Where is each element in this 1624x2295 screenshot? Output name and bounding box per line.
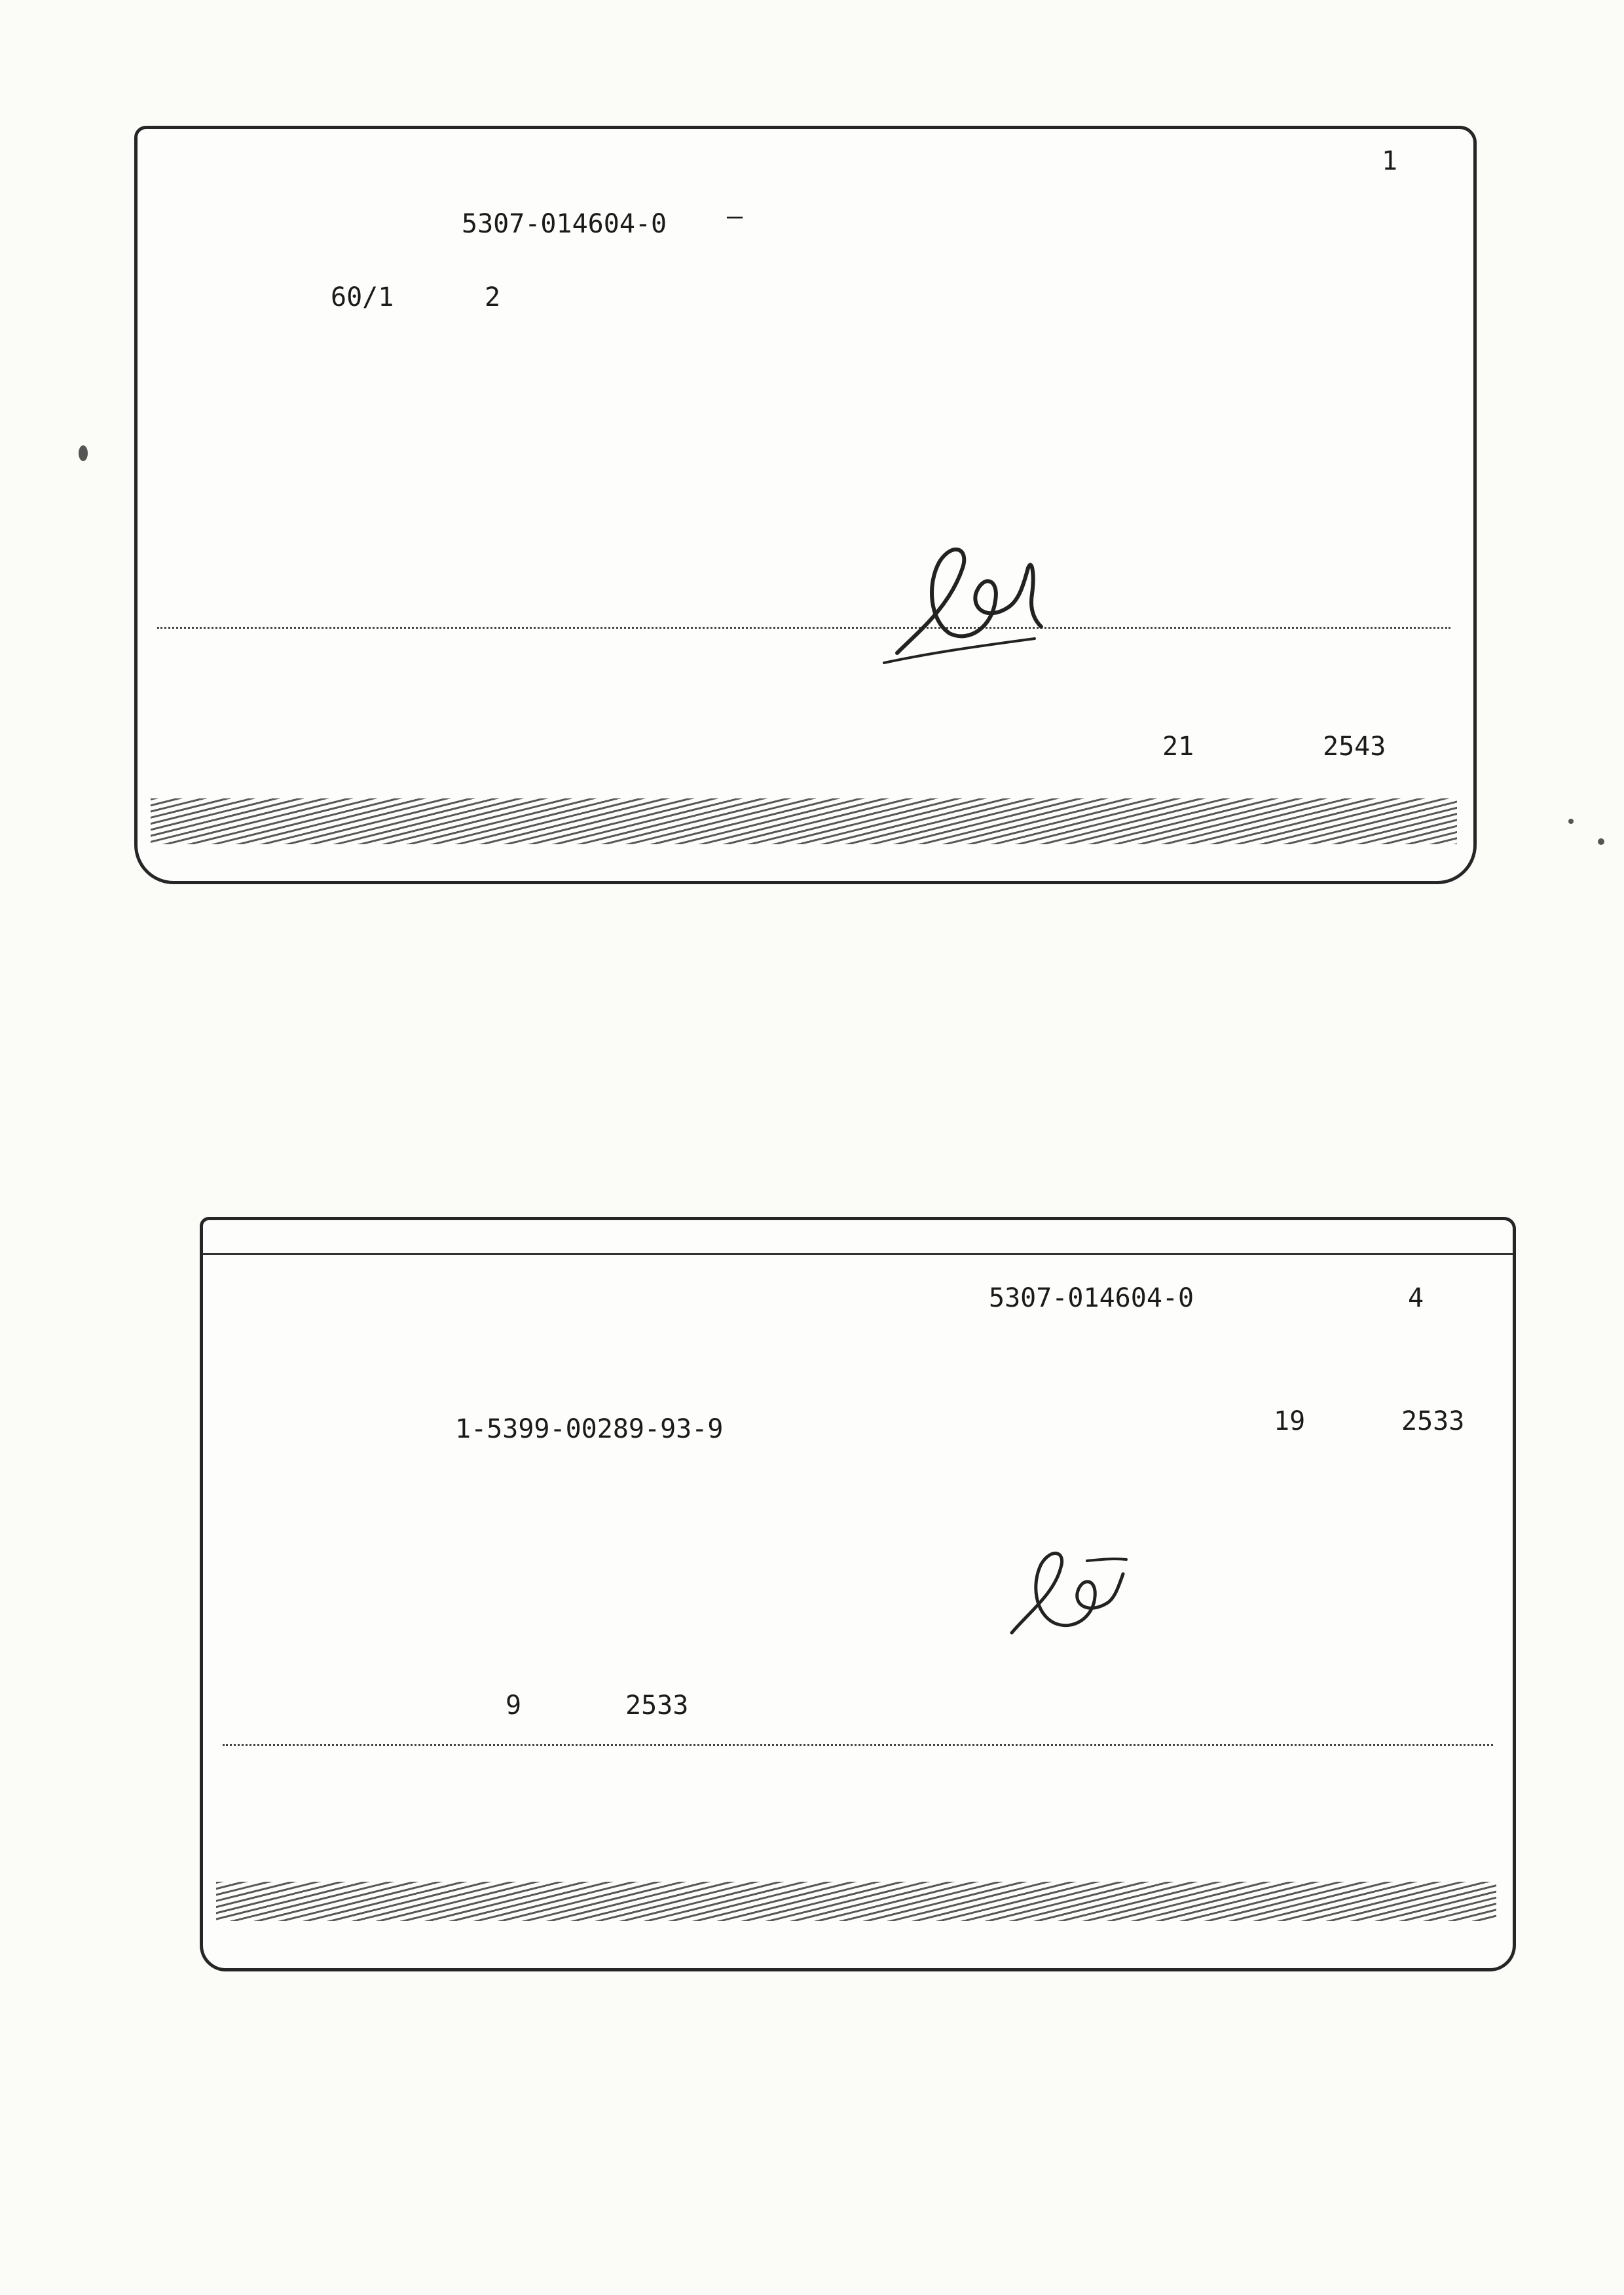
person-scan-hatching	[216, 1882, 1496, 1921]
top-border-line	[203, 1253, 1513, 1255]
divider-line	[157, 627, 1450, 629]
village-number: 2	[485, 282, 501, 312]
house-record-panel	[134, 126, 1477, 884]
scan-hatching	[151, 798, 1457, 844]
birth-date-day: 19	[1274, 1406, 1306, 1436]
person-divider-line	[223, 1744, 1493, 1746]
print-date-day: 21	[1162, 732, 1194, 762]
person-house-code: 5307-014604-0	[989, 1283, 1194, 1313]
person-record-panel	[200, 1217, 1516, 1971]
birth-date-year: 2533	[1401, 1406, 1465, 1436]
move-in-day: 9	[506, 1690, 522, 1721]
id-number: 1-5399-00289-93-9	[455, 1414, 724, 1444]
house-code: 5307-014604-0	[462, 209, 667, 239]
print-date-year: 2543	[1323, 732, 1386, 762]
registrar-signature	[877, 529, 1048, 673]
code-dash: –	[727, 201, 743, 231]
sequence-number: 4	[1408, 1283, 1424, 1313]
scan-speck	[1568, 819, 1574, 824]
person-registrar-signature	[995, 1535, 1133, 1652]
scan-speck	[1598, 838, 1604, 845]
volume-number: 1	[1382, 146, 1398, 176]
address-house-number: 60/1	[331, 282, 394, 312]
scan-speck	[79, 445, 88, 461]
move-in-year: 2533	[625, 1690, 689, 1721]
